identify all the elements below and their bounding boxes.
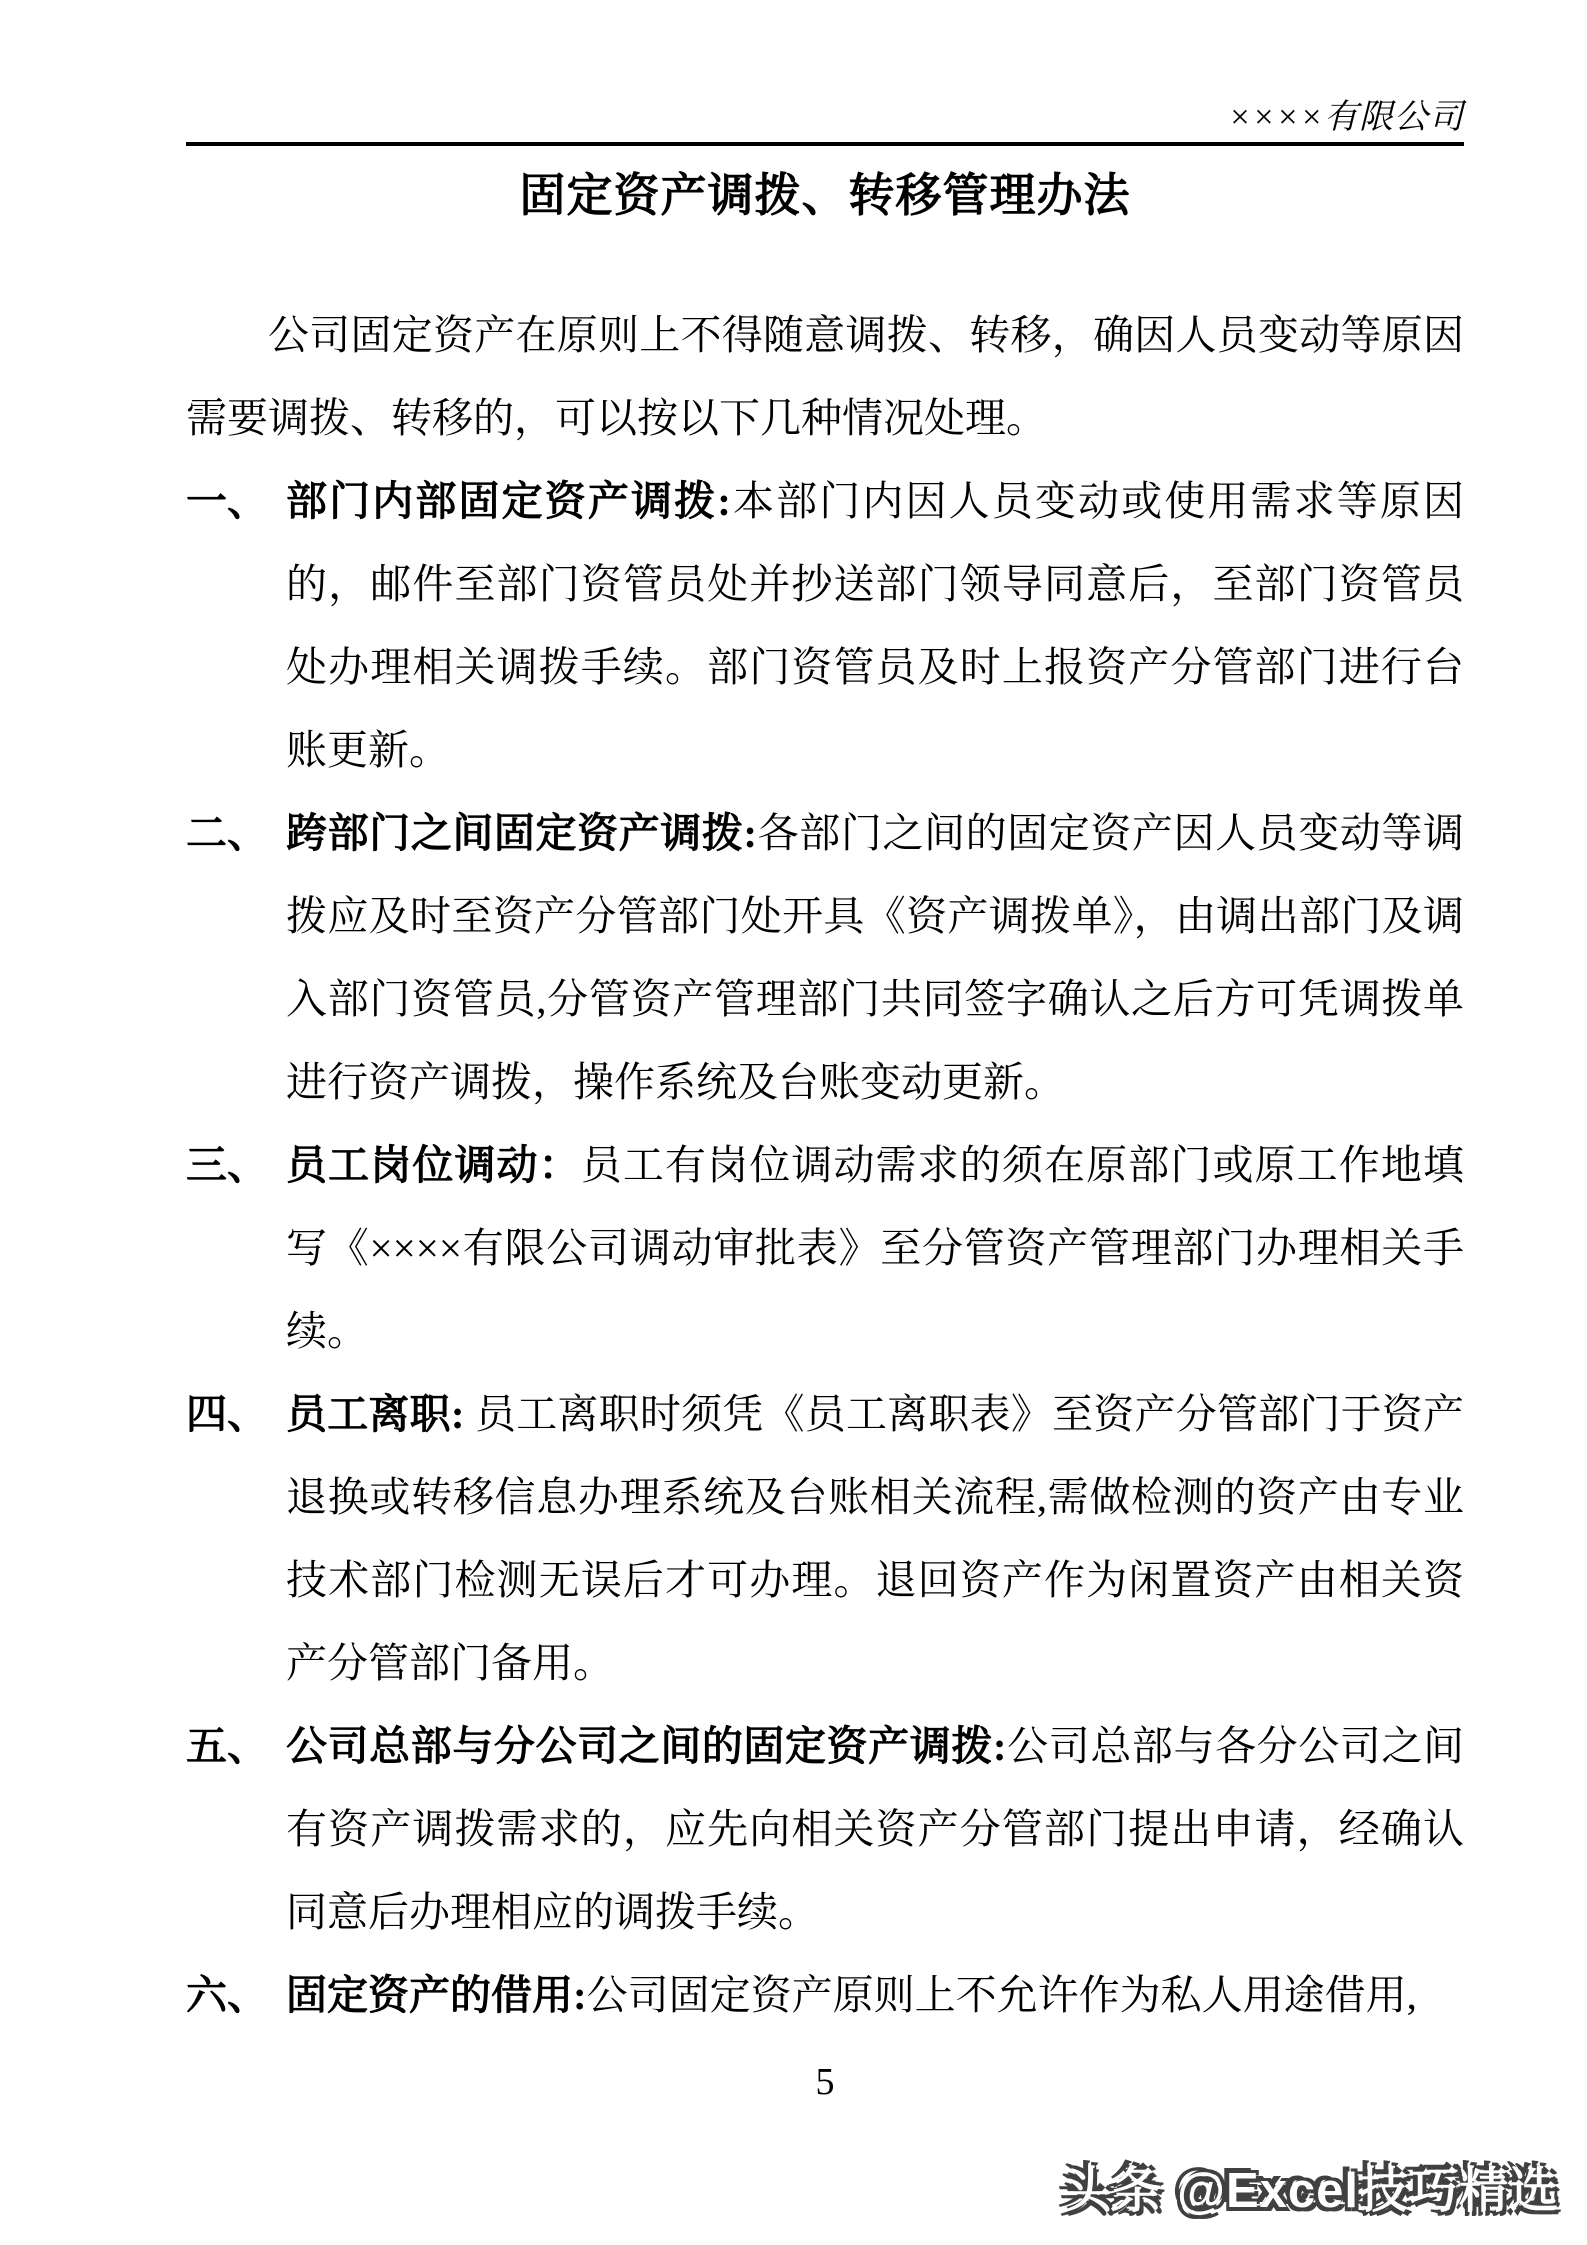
item-heading: 员工离职: <box>286 1391 465 1437</box>
item-heading: 固定资产的借用: <box>286 1972 587 2018</box>
list-item <box>186 1373 1464 1705</box>
item-number: 一、 <box>186 478 268 524</box>
page-title: 固定资产调拨、转移管理办法 <box>519 170 1131 221</box>
page-number: 5 <box>815 2061 835 2103</box>
item-body: 员工有岗位调动需求的须在原部门或原工作地填写《××××有限公司调动审批表》至分管资产管理部门办理相关手续。 <box>286 1142 1465 1354</box>
item-text <box>286 1705 1464 1954</box>
item-text <box>286 792 1464 1124</box>
item-number: 二、 <box>186 810 268 856</box>
document-body <box>186 294 1464 2105</box>
list-item <box>186 1954 1464 2037</box>
list-item <box>186 1705 1464 1954</box>
intro-paragraph: 公司固定资产在原则上不得随意调拨、转移，确因人员变动等原因需要调拨、转移的，可以按以下几种情况处理。 <box>186 312 1464 441</box>
item-text <box>286 1954 1464 2037</box>
item-number: 五、 <box>186 1723 268 1769</box>
item-body: 公司总部与各分公司之间有资产调拨需求的，应先向相关资产分管部门提出申请，经确认同意后办理相应的调拨手续。 <box>286 1723 1464 1935</box>
item-text <box>286 1373 1464 1705</box>
item-body: 员工离职时须凭《员工离职表》至资产分管部门于资产退换或转移信息办理系统及台账相关流程,需做检测的资产由专业技术部门检测无误后才可办理。退回资产作为闲置资产由相关资产分管部门备用。 <box>286 1391 1465 1686</box>
item-heading: 公司总部与分公司之间的固定资产调拨: <box>286 1723 1007 1769</box>
item-number: 六、 <box>186 1972 268 2018</box>
item-number: 四、 <box>186 1391 268 1437</box>
item-text <box>286 460 1464 792</box>
watermark: 头条 @Excel技巧精选 <box>1062 2164 1559 2218</box>
item-body: 本部门内因人员变动或使用需求等原因的，邮件至部门资管员处并抄送部门领导同意后，至部门资管员处办理相关调拨手续。部门资管员及时上报资产分管部门进行台账更新。 <box>286 478 1465 773</box>
page-header <box>186 0 1464 146</box>
item-heading: 部门内部固定资产调拨: <box>286 478 731 524</box>
list-item <box>186 792 1464 1124</box>
item-text <box>286 1124 1464 1373</box>
item-body: 公司固定资产原则上不允许作为私人用途借用, <box>586 1972 1417 2018</box>
list-item <box>186 460 1464 792</box>
item-number: 三、 <box>186 1142 268 1188</box>
item-heading: 跨部门之间固定资产调拨: <box>286 810 758 856</box>
item-body: 各部门之间的固定资产因人员变动等调拨应及时至资产分管部门处开具《资产调拨单》，由调出部门及调入部门资管员,分管资产管理部门共同签字确认之后方可凭调拨单进行资产调拨，操作系统及台账变动更新。 <box>286 810 1464 1105</box>
item-heading: 员工岗位调动： <box>286 1142 581 1188</box>
list-item <box>186 1124 1464 1373</box>
company-name: ××××有限公司 <box>1228 99 1464 136</box>
